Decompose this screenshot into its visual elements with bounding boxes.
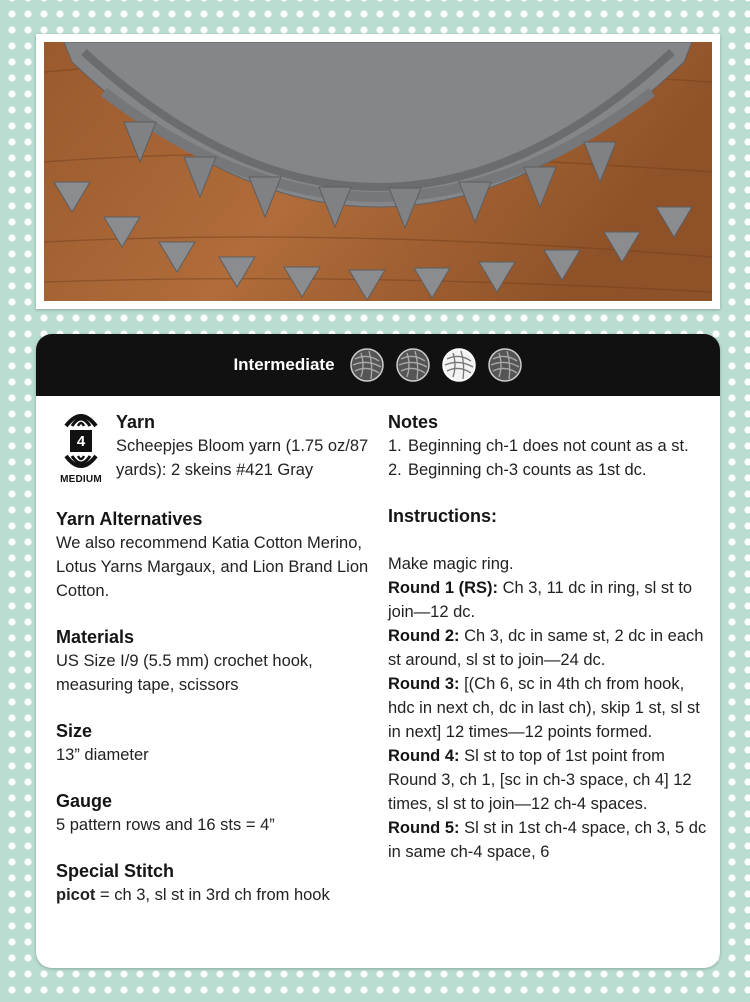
right-column [388, 410, 708, 864]
crochet-doily-photo [44, 42, 712, 301]
pattern-card [36, 334, 720, 968]
photo-frame [36, 34, 720, 309]
round-5: Round 5: Sl st in 1st ch-4 space, ch 3, 5 dc in same ch-4 space, 6 [388, 819, 707, 861]
gauge-heading: Gauge [56, 791, 113, 811]
skill-level-header [36, 334, 720, 396]
round-label: Round 4: [388, 747, 460, 765]
instructions-intro: Make magic ring. [388, 555, 514, 573]
yarn-alternatives-heading: Yarn Alternatives [56, 509, 203, 529]
size-text: 13” diameter [56, 746, 149, 764]
gauge-section [56, 789, 376, 837]
materials-section [56, 625, 376, 697]
yarn-alternatives-section [56, 507, 376, 603]
gauge-text: 5 pattern rows and 16 sts = 4” [56, 816, 275, 834]
round-label: Round 5: [388, 819, 460, 837]
yarn-skein-icon [64, 410, 98, 428]
instructions-heading: Instructions: [388, 506, 498, 526]
round-4: Round 4: Sl st to top of 1st point from Round 3, ch 1, [sc in ch-3 space, ch 4] 12 times, sl st to join—12 ch-4 spaces. [388, 747, 692, 813]
yarn-skein-icon [64, 454, 98, 472]
round-label: Round 2: [388, 627, 460, 645]
yarn-text: Scheepjes Bloom yarn (1.75 oz/87 yards): 2 skeins #421 Gray [116, 437, 369, 479]
yarn-heading: Yarn [116, 412, 156, 432]
yarn-section [56, 410, 376, 485]
yarn-ball-icon [349, 347, 385, 383]
materials-text: US Size I/9 (5.5 mm) crochet hook, measuring tape, scissors [56, 652, 313, 694]
round-3: Round 3: [(Ch 6, sc in 4th ch from hook, hdc in next ch, dc in last ch), skip 1 st, sl st in next] 12 times—12 points formed. [388, 675, 700, 741]
yarn-weight-label: MEDIUM [60, 474, 102, 485]
round-1: Round 1 (RS): Ch 3, 11 dc in ring, sl st to join—12 dc. [388, 579, 693, 621]
round-label: Round 3: [388, 675, 460, 693]
notes-list [388, 434, 708, 482]
special-stitch-heading: Special Stitch [56, 861, 175, 881]
notes-heading: Notes [388, 412, 439, 432]
yarn-ball-icon [395, 347, 431, 383]
yarn-alternatives-text: We also recommend Katia Cotton Merino, Lotus Yarns Margaux, and Lion Brand Lion Cotton. [56, 534, 369, 600]
round-2: Round 2: Ch 3, dc in same st, 2 dc in each st around, sl st to join—24 dc. [388, 627, 704, 669]
yarn-ball-icon [487, 347, 523, 383]
list-item: 1. Beginning ch-1 does not count as a st. [388, 437, 689, 455]
notes-section [388, 410, 708, 482]
instructions-section [388, 504, 708, 864]
yarn-weight-number: 4 [70, 430, 92, 452]
size-section [56, 719, 376, 767]
left-column [56, 410, 376, 929]
special-stitch-section [56, 859, 376, 907]
special-stitch-term: picot [56, 886, 96, 904]
skill-level-label: Intermediate [233, 355, 335, 374]
yarn-ball-icon [441, 347, 477, 383]
yarn-weight-badge [56, 410, 106, 485]
round-label: Round 1 (RS): [388, 579, 498, 597]
special-stitch-definition: = ch 3, sl st in 3rd ch from hook [95, 886, 330, 904]
list-item: 2. Beginning ch-3 counts as 1st dc. [388, 461, 647, 479]
special-stitch-text [56, 883, 376, 907]
size-heading: Size [56, 721, 93, 741]
yarn-text-block [116, 410, 376, 485]
materials-heading: Materials [56, 627, 135, 647]
